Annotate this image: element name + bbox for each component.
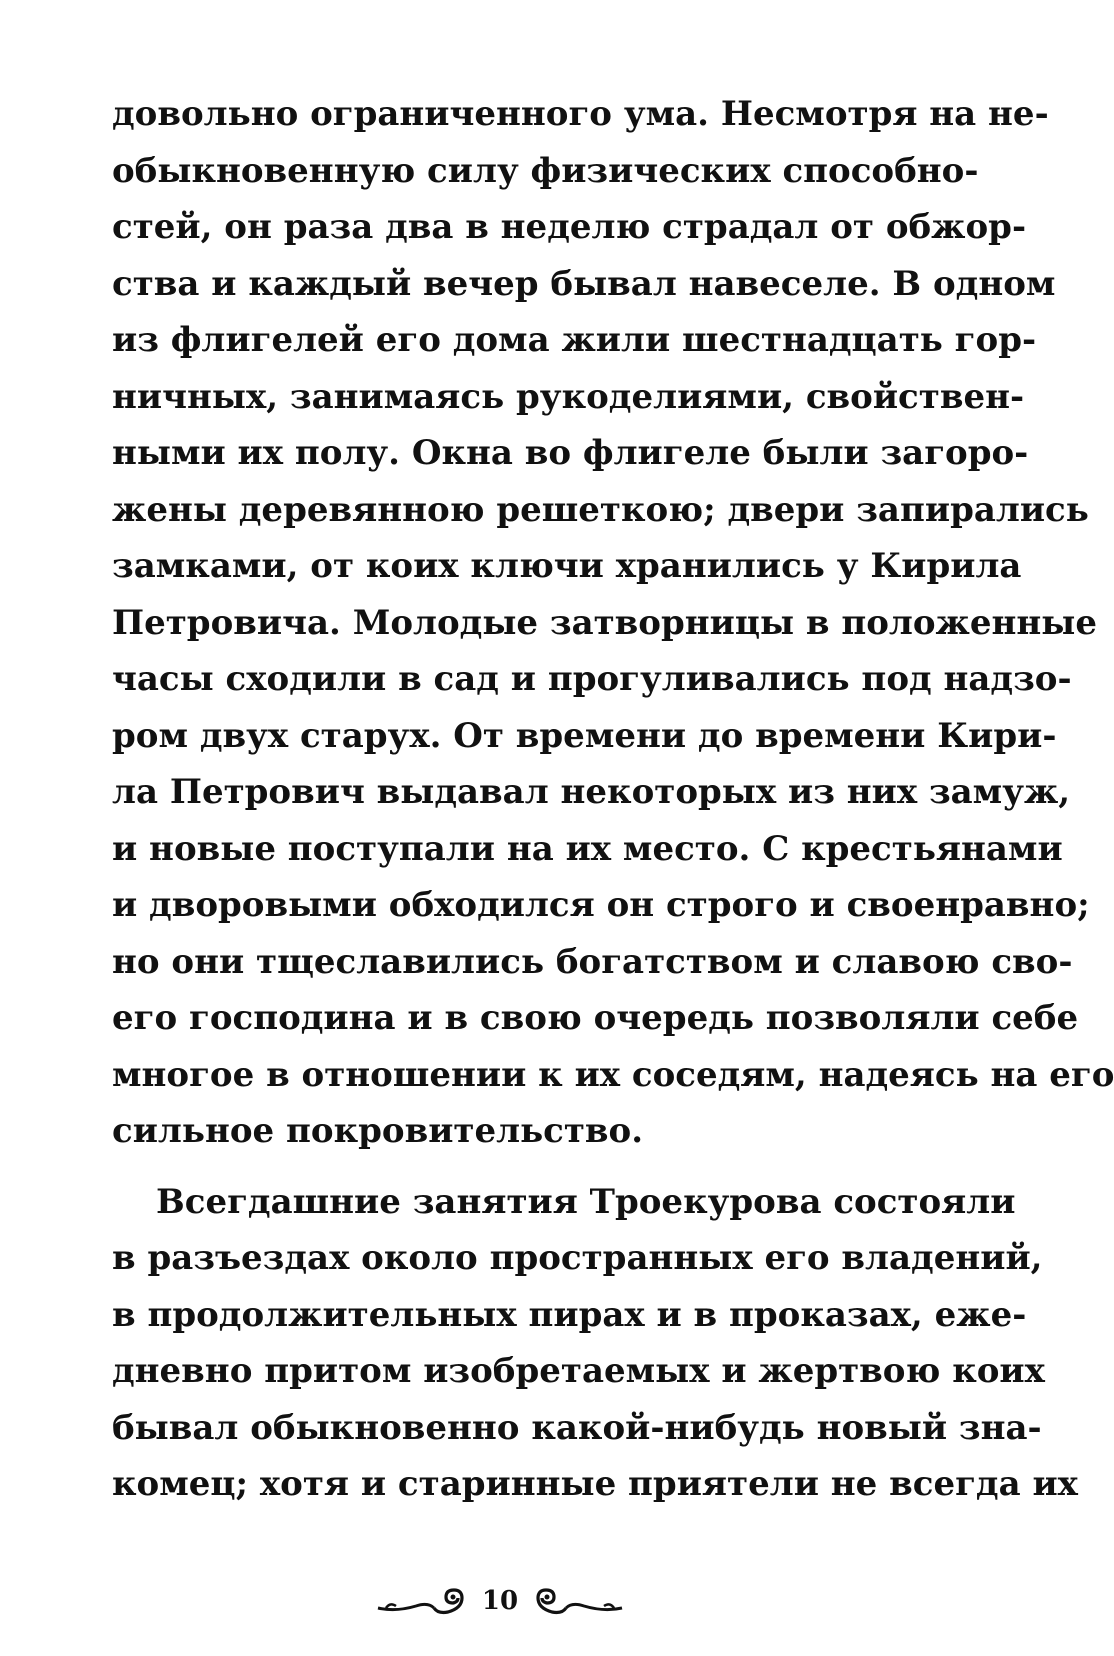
text-line: довольно ограниченного ума. Несмотря на не- xyxy=(112,94,1049,134)
text-line: ничных, занимаясь рукоделиями, свойствен- xyxy=(112,376,1025,417)
text-line: в продолжительных пирах и в проказах, еже- xyxy=(112,1294,1027,1335)
text-line: дневно притом изобретаемых и жертвою коих xyxy=(112,1351,1045,1391)
text-line: комец; хотя и старинные приятели не всегда их xyxy=(112,1464,1078,1504)
text-line: ром двух старух. От времени до времени Кири- xyxy=(112,715,1057,756)
text-line: в разъездах около пространных его владений, xyxy=(112,1238,1043,1278)
flourish-left-icon xyxy=(376,1586,468,1616)
text-line: его господина и в свою очередь позволяли себе xyxy=(112,998,1079,1038)
text-line: ла Петрович выдавал некоторых из них замуж, xyxy=(112,772,1071,812)
body-text xyxy=(112,86,1114,1513)
text-line: жены деревянною решеткою; двери запирались xyxy=(112,489,1089,530)
text-line: обыкновенную силу физических способно- xyxy=(112,150,979,191)
flourish-right-icon xyxy=(532,1586,624,1616)
text-line-first: Всегдашние занятия Троекурова состояли xyxy=(156,1181,1016,1222)
page-footer xyxy=(0,1576,1000,1626)
text-line: замками, от коих ключи хранились у Кирила xyxy=(112,546,1022,586)
text-line: ства и каждый вечер бывал навеселе. В одном xyxy=(112,263,1056,304)
text-line: многое в отношении к их соседям, надеясь на его xyxy=(112,1054,1114,1095)
text-line: Петровича. Молодые затворницы в положенные xyxy=(112,602,1098,643)
text-line: и новые поступали на их место. С крестьянами xyxy=(112,828,1063,869)
text-line: но они тщеславились богатством и славою сво- xyxy=(112,941,1073,982)
paragraph-gap xyxy=(112,1160,896,1174)
page-number: 10 xyxy=(481,1586,519,1616)
text-line: часы сходили в сад и прогуливались под надзо- xyxy=(112,659,1072,699)
paragraph-2 xyxy=(112,1174,1078,1513)
text-line: бывал обыкновенно какой-нибудь новый зна- xyxy=(112,1407,1042,1448)
paragraph-1 xyxy=(112,86,1114,1160)
text-line: из флигелей его дома жили шестнадцать гор- xyxy=(112,320,1037,360)
text-line: и дворовыми обходился он строго и своенравно; xyxy=(112,885,1090,925)
text-line: стей, он раза два в неделю страдал от обжор- xyxy=(112,207,1027,247)
text-line-last: сильное покровительство. xyxy=(112,1111,644,1151)
text-line: ными их полу. Окна во флигеле были загоро- xyxy=(112,433,1029,473)
